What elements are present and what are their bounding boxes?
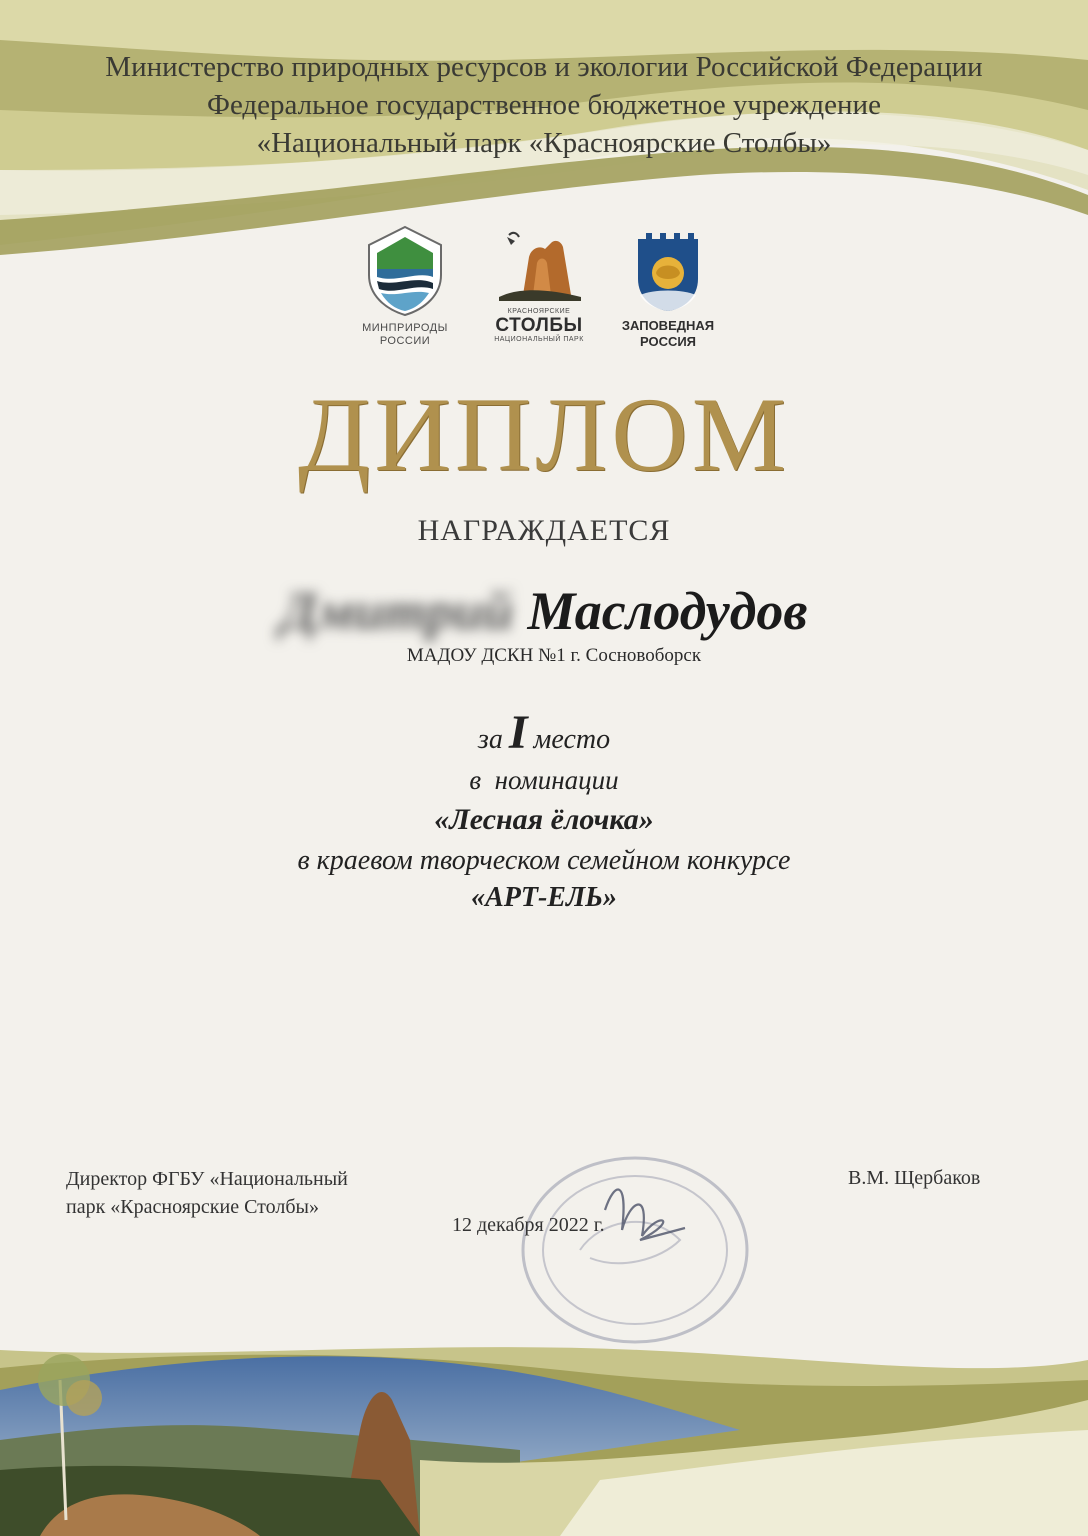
minprirody-logo [355, 225, 455, 348]
place-suffix: место [533, 724, 611, 755]
recipient-organization: МАДОУ ДСКН №1 г. Сосновоборск [406, 645, 702, 666]
place-number: I [508, 706, 528, 759]
landscape-footer-photo [0, 1320, 1088, 1536]
diploma-title: ДИПЛОМ [297, 376, 791, 493]
stolby-caption-1: КРАСНОЯРСКИЕ [507, 308, 571, 315]
minprirody-caption-2: РОССИИ [379, 335, 431, 347]
signatory-name: В.М. Щербаков [848, 1167, 981, 1189]
position-line-1: Директор ФГБУ «Национальный [66, 1168, 348, 1190]
stolby-caption-3: НАЦИОНАЛЬНЫЙ ПАРК [494, 336, 584, 343]
nomination-intro: в номинации [469, 765, 619, 795]
stolby-logo [480, 227, 598, 344]
institution-line: Федеральное государственное бюджетное учреждение [207, 89, 881, 121]
stolby-rock-icon [489, 227, 589, 303]
logos-row [0, 225, 1088, 365]
zapovednaya-shield-icon [634, 229, 702, 313]
minprirody-shield-icon [367, 225, 443, 317]
contest-intro: в краевом творческом семейном конкурсе [297, 845, 791, 876]
place-line [0, 705, 1088, 760]
position-line-2: парк «Красноярские Столбы» [66, 1196, 319, 1218]
official-stamp [510, 1140, 760, 1350]
issuer-header [0, 48, 1088, 162]
nomination-name: «Лесная ёлочка» [434, 803, 654, 836]
signatory-position [66, 1165, 348, 1221]
issue-date: 12 декабря 2022 г. [452, 1214, 605, 1236]
recipient-name [0, 580, 1088, 642]
ministry-line: Министерство природных ресурсов и экологии Российской Федерации [105, 51, 983, 83]
zapovednaya-logo [618, 229, 718, 350]
zapovednaya-caption-2: РОССИЯ [639, 334, 697, 349]
awarded-label: НАГРАЖДАЕТСЯ [417, 514, 671, 547]
recipient-first-name-blurred: Дмитрий [280, 581, 514, 641]
contest-name: «АРТ-ЕЛЬ» [471, 882, 617, 913]
minprirody-caption-1: МИНПРИРОДЫ [362, 322, 448, 334]
stolby-caption-2: СТОЛБЫ [495, 315, 583, 336]
recipient-last-name: Маслодудов [527, 581, 808, 641]
zapovednaya-caption-1: ЗАПОВЕДНАЯ [621, 318, 715, 333]
place-prefix: за [477, 724, 503, 755]
park-line: «Национальный парк «Красноярские Столбы» [256, 127, 832, 159]
